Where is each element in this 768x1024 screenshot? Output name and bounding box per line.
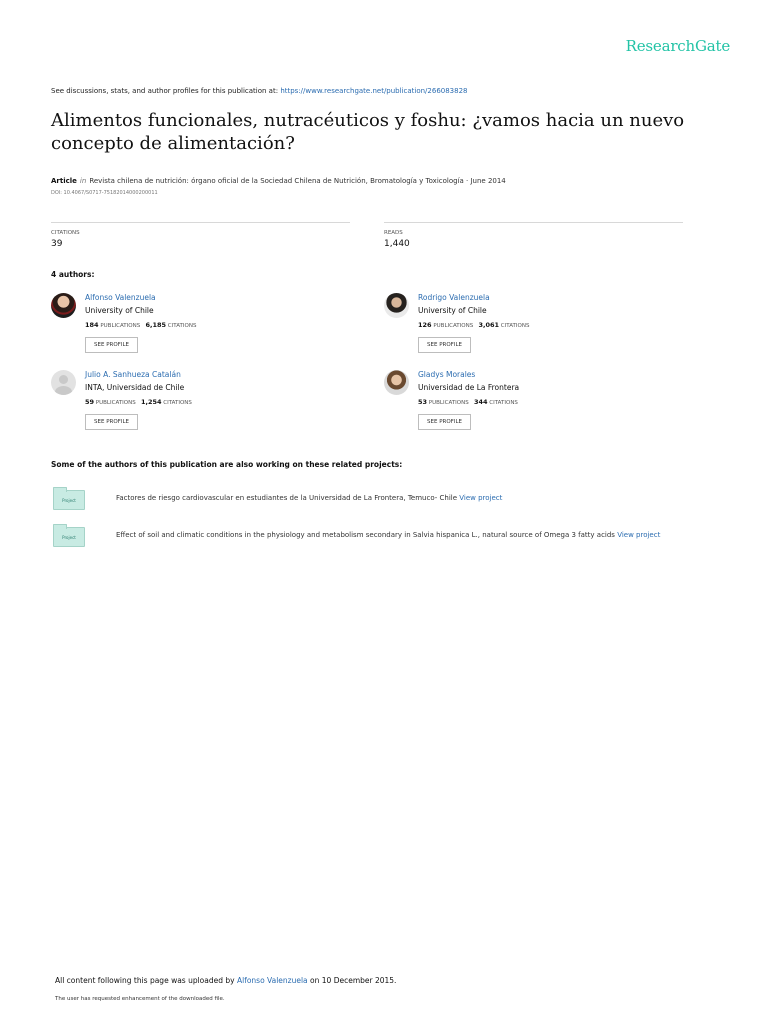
author-name[interactable]: Julio A. Sanhueza Catalán xyxy=(85,370,181,379)
in-word: in xyxy=(79,177,87,185)
citations-label: CITATIONS xyxy=(51,230,80,236)
discussion-line xyxy=(51,87,468,95)
doi: DOI: 10.4067/S0717-75182014000200011 xyxy=(51,190,158,196)
publications-count: 59 xyxy=(85,398,95,406)
view-project-link[interactable]: View project xyxy=(617,531,661,539)
citations-count: 39 xyxy=(51,239,63,249)
project-title: Effect of soil and climatic conditions in the physiology and metabolism secondary in Salvia hispanica L., natural source of Omega 3 fatty acids xyxy=(116,531,618,539)
upload-suffix: on 10 December 2015. xyxy=(307,976,397,985)
author-institution: Universidad de La Frontera xyxy=(418,383,520,392)
see-profile-button[interactable]: SEE PROFILE xyxy=(418,337,471,353)
citations-count: 1,254 xyxy=(140,398,162,406)
author-card xyxy=(384,293,684,363)
author-name[interactable]: Gladys Morales xyxy=(418,370,476,379)
author-card xyxy=(384,370,684,440)
author-institution: INTA, Universidad de Chile xyxy=(85,383,185,392)
publications-label: PUBLICATIONS xyxy=(95,400,136,406)
avatar-placeholder-icon[interactable] xyxy=(51,370,76,395)
publications-count: 184 xyxy=(85,321,99,329)
author-institution: University of Chile xyxy=(85,306,154,315)
publication-link[interactable]: https://www.researchgate.net/publication/266083828 xyxy=(280,87,468,95)
citations-label: CITATIONS xyxy=(163,400,192,406)
publications-count: 53 xyxy=(418,398,428,406)
author-stats xyxy=(418,398,518,406)
author-stats xyxy=(418,321,529,329)
publications-label: PUBLICATIONS xyxy=(100,323,141,329)
publication-type: Article xyxy=(51,177,77,185)
journal-name: Revista chilena de nutrición: órgano oficial de la Sociedad Chilena de Nutrición, Bromatología y Toxicología · June 2014 xyxy=(89,177,506,185)
view-project-link[interactable]: View project xyxy=(459,494,503,502)
project-text xyxy=(116,531,660,539)
citations-count: 3,061 xyxy=(478,321,500,329)
project-icon-label: Project xyxy=(62,498,76,503)
author-name[interactable]: Alfonso Valenzuela xyxy=(85,293,156,302)
page-title: Alimentos funcionales, nutracéuticos y foshu: ¿vamos hacia un nuevo concepto de alimentación? xyxy=(51,110,685,154)
researchgate-logo[interactable]: ResearchGate xyxy=(625,37,730,55)
authors-heading: 4 authors: xyxy=(51,270,95,279)
upload-prefix: All content following this page was uploaded by xyxy=(55,976,237,985)
see-profile-button[interactable]: SEE PROFILE xyxy=(418,414,471,430)
project-title: Factores de riesgo cardiovascular en estudiantes de la Universidad de La Frontera, Temuco- Chile xyxy=(116,494,460,502)
citations-label: CITATIONS xyxy=(489,400,518,406)
avatar[interactable] xyxy=(384,293,409,318)
project-row xyxy=(51,525,731,549)
citations-count: 6,185 xyxy=(145,321,167,329)
see-profile-button[interactable]: SEE PROFILE xyxy=(85,414,138,430)
project-icon-label: Project xyxy=(62,535,76,540)
citations-label: CITATIONS xyxy=(167,323,197,329)
project-text xyxy=(116,494,502,502)
discussion-prefix: See discussions, stats, and author profiles for this publication at: xyxy=(51,87,281,95)
projects-heading: Some of the authors of this publication are also working on these related projects: xyxy=(51,460,403,469)
enhancement-note: The user has requested enhancement of the downloaded file. xyxy=(55,996,225,1002)
publication-meta xyxy=(51,177,506,185)
author-stats xyxy=(85,398,192,406)
author-card xyxy=(51,293,351,363)
upload-note xyxy=(55,976,396,985)
reads-label: READS xyxy=(384,230,403,236)
publications-label: PUBLICATIONS xyxy=(433,323,474,329)
project-folder-icon xyxy=(53,490,85,510)
reads-count: 1,440 xyxy=(384,239,410,249)
divider-citations xyxy=(51,222,350,223)
uploader-link[interactable]: Alfonso Valenzuela xyxy=(236,976,308,985)
author-stats xyxy=(85,321,196,329)
divider-reads xyxy=(384,222,683,223)
author-institution: University of Chile xyxy=(418,306,487,315)
see-profile-button[interactable]: SEE PROFILE xyxy=(85,337,138,353)
publications-count: 126 xyxy=(418,321,432,329)
author-name[interactable]: Rodrigo Valenzuela xyxy=(418,293,490,302)
avatar[interactable] xyxy=(384,370,409,395)
avatar[interactable] xyxy=(51,293,76,318)
project-row xyxy=(51,488,731,512)
project-folder-icon xyxy=(53,527,85,547)
author-card xyxy=(51,370,351,440)
citations-count: 344 xyxy=(473,398,488,406)
publications-label: PUBLICATIONS xyxy=(428,400,469,406)
citations-label: CITATIONS xyxy=(500,323,530,329)
